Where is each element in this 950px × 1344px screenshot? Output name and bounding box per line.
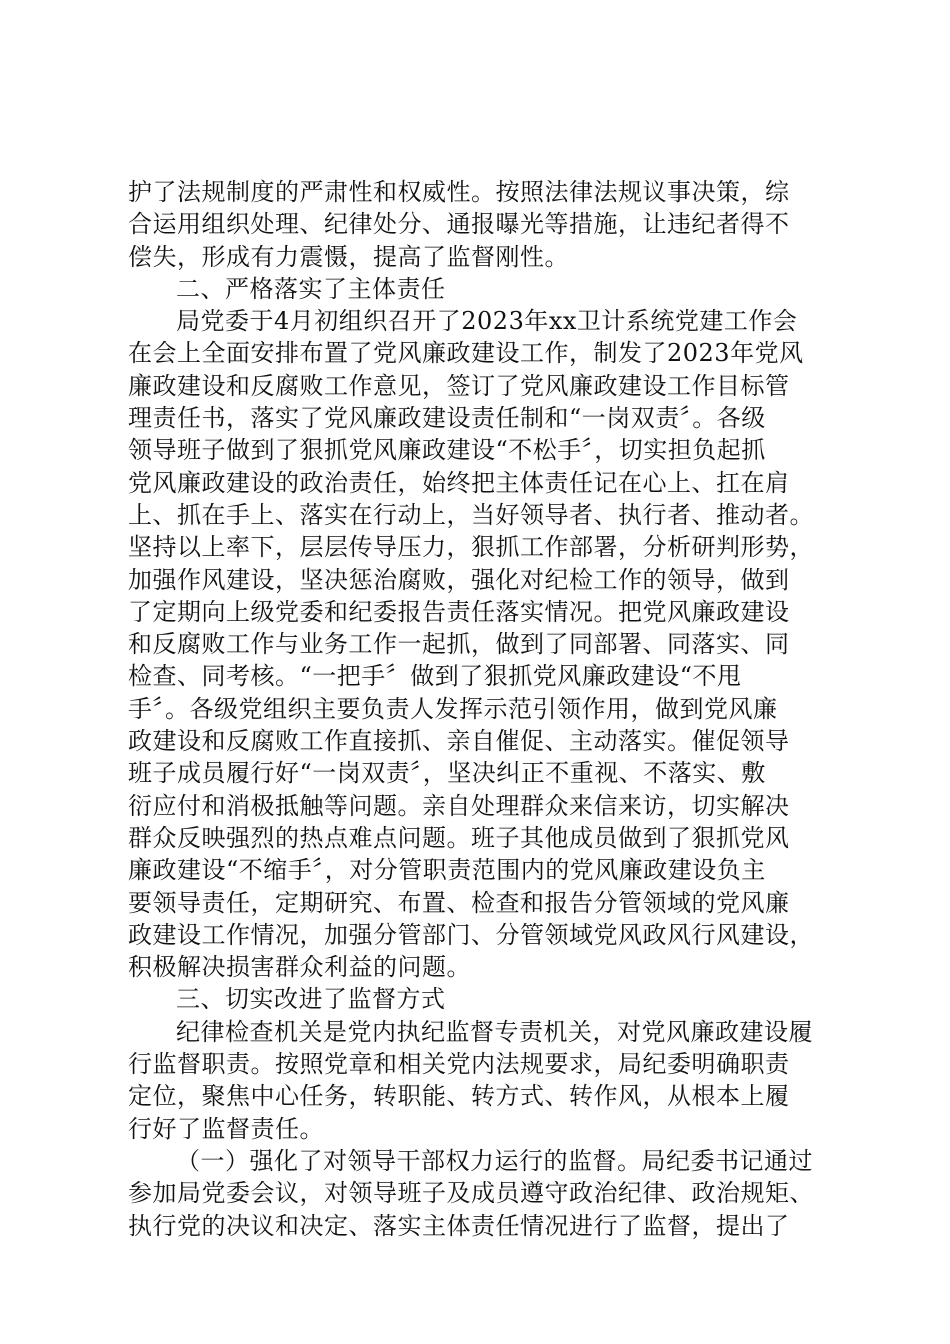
text-line: 局党委于4月初组织召开了2023年xx卫计系统党建工作会: [176, 307, 798, 336]
text-line: 了定期向上级党委和纪委报告责任落实情况。把党风廉政建设: [128, 597, 790, 626]
text-line: 要领导责任，定期研究、布置、检查和报告分管领域的党风廉: [128, 888, 790, 917]
document-body: [128, 176, 838, 1242]
text-line: 加强作风建设，坚决惩治腐败，强化对纪检工作的领导，做到: [128, 565, 790, 594]
text-line: 政建设工作情况，加强分管部门、分管领域党风政风行风建设，: [128, 920, 814, 949]
text-line: 上、抓在手上、落实在行动上，当好领导者、执行者、推动者。: [128, 500, 814, 529]
text-line: 廉政建设和反腐败工作意见，签订了党风廉政建设工作目标管: [128, 371, 790, 400]
text-line: 群众反映强烈的热点难点问题。班子其他成员做到了狠抓党风: [128, 823, 790, 852]
text-line: 班子成员履行好“一岗双责〞，坚决纠正不重视、不落实、敷: [128, 759, 766, 788]
text-line: 衍应付和消极抵触等问题。亲自处理群众来信来访，切实解决: [128, 791, 790, 820]
text-line: 检查、同考核。“一把手〞做到了狠抓党风廉政建设“不甩: [128, 662, 742, 691]
text-line: 廉政建设“不缩手〞，对分管职责范围内的党风廉政建设负主: [128, 856, 766, 885]
text-line: 定位，聚焦中心任务，转职能、转方式、转作风，从根本上履: [128, 1082, 790, 1111]
text-line: 纪律检查机关是党内执纪监督专责机关，对党风廉政建设履: [176, 1017, 813, 1046]
text-line: 护了法规制度的严肃性和权威性。按照法律法规议事决策，综: [128, 178, 790, 206]
text-line: 二、严格落实了主体责任: [176, 274, 446, 303]
text-line: 手〞。各级党组织主要负责人发挥示范引领作用，做到党风廉: [128, 694, 778, 723]
text-line: 执行党的决议和决定、落实主体责任情况进行了监督，提出了: [128, 1211, 790, 1240]
text-line: 行监督职责。按照党章和相关党内法规要求，局纪委明确职责: [128, 1050, 790, 1079]
text-line: 和反腐败工作与业务工作一起抓，做到了同部署、同落实、同: [128, 630, 790, 659]
text-line: 三、切实改进了监督方式: [176, 985, 446, 1014]
text-line: 合运用组织处理、纪律处分、通报曝光等措施，让违纪者得不: [128, 210, 790, 239]
text-line: 党风廉政建设的政治责任，始终把主体责任记在心上、扛在肩: [128, 468, 790, 497]
text-line: 行好了监督责任。: [128, 1114, 324, 1143]
text-line: 在会上全面安排布置了党风廉政建设工作，制发了2023年党风: [128, 339, 804, 368]
text-line: 领导班子做到了狠抓党风廉政建设“不松手〞，切实担负起抓: [128, 436, 766, 465]
text-line: 积极解决损害群众利益的问题。: [128, 953, 471, 982]
text-line: 理责任书，落实了党风廉政建设责任制和“一岗双责〞。各级: [128, 404, 766, 433]
text-line: 政建设和反腐败工作直接抓、亲自催促、主动落实。催促领导: [128, 727, 790, 756]
text-line: （一）强化了对领导干部权力运行的监督。局纪委书记通过: [176, 1146, 813, 1175]
text-line: 参加局党委会议，对领导班子及成员遵守政治纪律、政治规矩、: [128, 1179, 814, 1208]
text-line: 偿失，形成有力震慑，提高了监督刚性。: [128, 242, 569, 271]
text-line: 坚持以上率下，层层传导压力，狠抓工作部署，分析研判形势，: [128, 533, 814, 562]
